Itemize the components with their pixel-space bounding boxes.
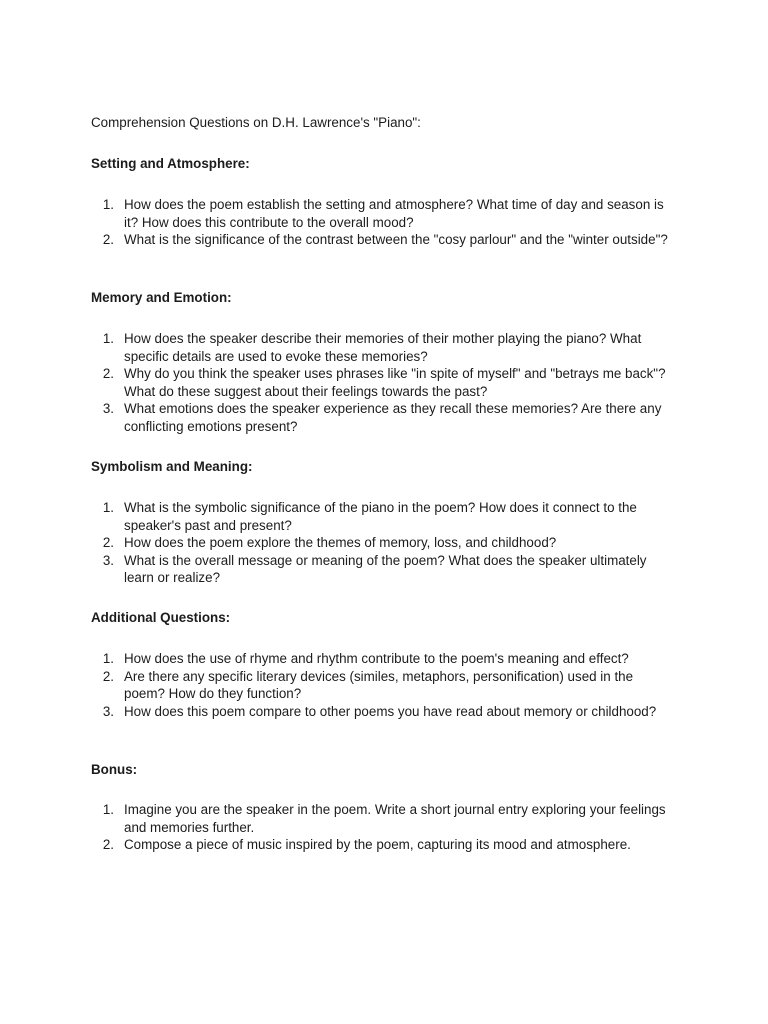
section-heading-bonus: Bonus: [91, 762, 138, 777]
question-text: How does the poem explore the themes of memory, loss, and childhood? [124, 535, 557, 550]
question-item [100, 330, 670, 365]
question-number: 2. [102, 535, 114, 550]
question-number: 2. [102, 668, 114, 684]
question-number: 1. [102, 802, 114, 817]
question-text: How does the speaker describe their memories of their mother playing the piano? What specific details are used to evoke these memories? [124, 331, 642, 364]
question-item [100, 801, 670, 836]
question-text: Why do you think the speaker uses phrases like "in spite of myself" and "betrays me back"? What do these suggest about their feelings towards the past? [124, 366, 666, 399]
question-number: 3. [102, 552, 114, 568]
question-list-symbolism [100, 499, 670, 587]
question-text: Compose a piece of music inspired by the poem, capturing its mood and atmosphere. [124, 837, 631, 852]
question-number: 1. [102, 500, 114, 515]
question-number: 3. [102, 703, 114, 719]
section-heading-setting: Setting and Atmosphere: [91, 156, 250, 171]
question-text: What is the significance of the contrast between the "cosy parlour" and the "winter outside"? [124, 232, 668, 247]
question-item [100, 552, 670, 587]
question-number: 2. [102, 837, 114, 852]
question-item [100, 231, 670, 249]
question-item [100, 534, 670, 552]
question-item [100, 196, 670, 231]
question-text: What is the symbolic significance of the piano in the poem? How does it connect to the speaker's past and present? [124, 500, 637, 533]
question-number: 1. [102, 331, 114, 346]
question-item [100, 703, 670, 721]
section-heading-symbolism: Symbolism and Meaning: [91, 459, 253, 474]
question-list-memory [100, 330, 670, 435]
question-text: How does the use of rhyme and rhythm contribute to the poem's meaning and effect? [124, 651, 629, 666]
section-heading-additional: Additional Questions: [91, 610, 231, 625]
question-text: What is the overall message or meaning of the poem? What does the speaker ultimately learn or realize? [124, 552, 647, 585]
question-text: How does the poem establish the setting and atmosphere? What time of day and season is it? How does this contribute to the overall mood? [124, 197, 664, 230]
question-item [100, 650, 670, 668]
document-title: Comprehension Questions on D.H. Lawrence's "Piano": [91, 115, 421, 130]
question-text: Are there any specific literary devices (similes, metaphors, personification) used in the poem? How do they function? [124, 668, 634, 701]
question-text: Imagine you are the speaker in the poem. Write a short journal entry exploring your feelings and memories further. [124, 802, 666, 835]
question-number: 3. [102, 401, 114, 416]
question-list-additional [100, 650, 670, 720]
question-item [100, 365, 670, 400]
question-item [100, 499, 670, 534]
question-number: 2. [102, 232, 114, 247]
question-item [100, 668, 670, 703]
question-list-bonus [100, 801, 670, 854]
question-item [100, 836, 670, 854]
question-list-setting [100, 196, 670, 249]
section-heading-memory: Memory and Emotion: [91, 290, 232, 305]
question-item [100, 400, 670, 435]
question-text: What emotions does the speaker experience as they recall these memories? Are there any conflicting emotions present? [124, 401, 662, 434]
question-number: 2. [102, 366, 114, 381]
question-number: 1. [102, 197, 114, 212]
question-text: How does this poem compare to other poems you have read about memory or childhood? [124, 703, 657, 719]
question-number: 1. [102, 651, 114, 666]
